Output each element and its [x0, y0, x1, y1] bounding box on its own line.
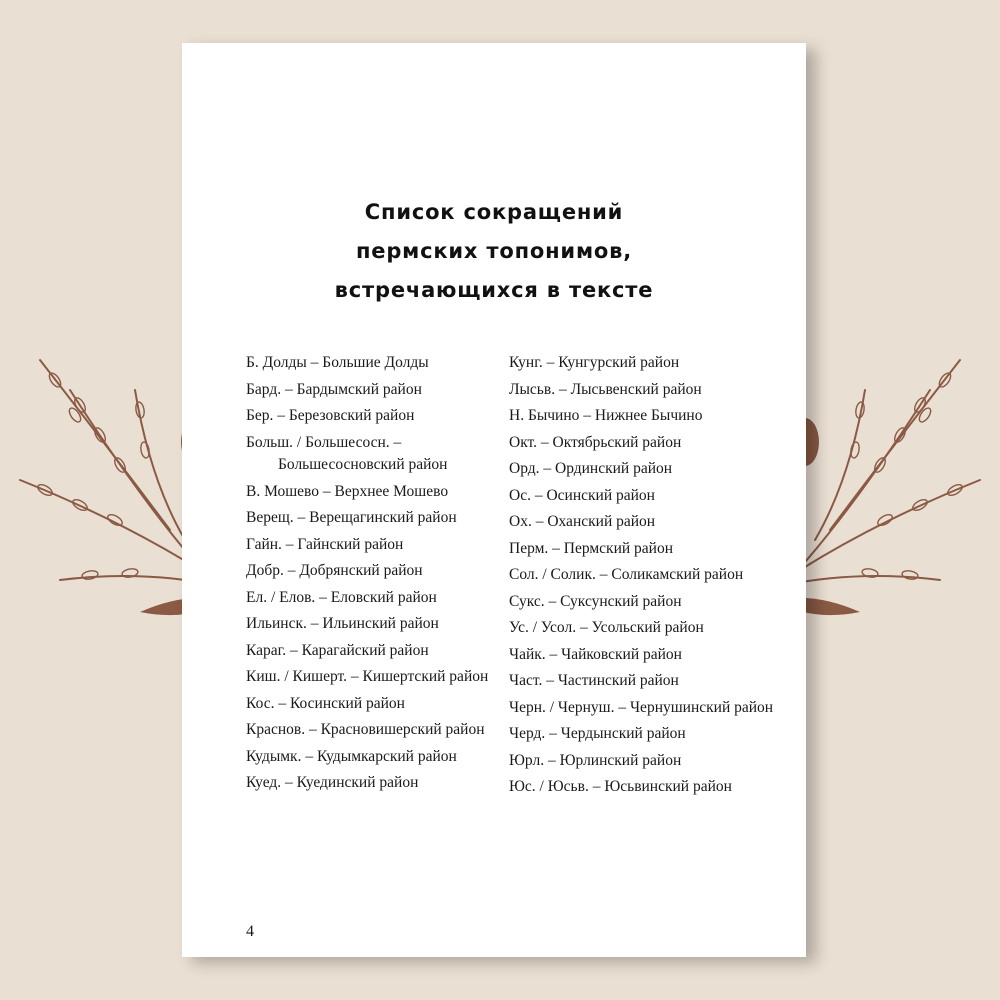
abbreviation-entry: В. Мошево – Верхнее Мошево	[246, 482, 449, 500]
abbreviation-entry: Перм. – Пермский район	[509, 539, 674, 557]
abbreviation-entry: Верещ. – Верещагинский район	[246, 509, 457, 526]
abbreviation-list-left	[246, 352, 508, 799]
abbreviation-entry: Сол. / Солик. – Соликамский район	[509, 566, 744, 583]
title-line: встречающихся в тексте	[334, 278, 654, 302]
abbreviation-entry: Кос. – Косинский район	[246, 694, 405, 712]
abbreviation-entry: Ус. / Усол. – Усольский район	[509, 619, 704, 636]
abbreviation-entry: Добр. – Добрянский район	[246, 562, 423, 579]
abbreviation-entry: Куед. – Куединский район	[246, 774, 419, 791]
abbreviation-entry: Юрл. – Юрлинский район	[509, 751, 682, 769]
abbreviation-entry: Окт. – Октябрьский район	[509, 433, 682, 451]
title-line: пермских топонимов,	[355, 239, 633, 263]
abbreviation-entry: Черд. – Чердынский район	[509, 725, 686, 742]
abbreviation-entry: Караг. – Карагайский район	[246, 641, 429, 659]
abbreviation-entry: Киш. / Кишерт. – Кишертский район	[246, 668, 489, 685]
title-line: Список сокращений	[364, 200, 624, 224]
abbreviation-entry: Ох. – Оханский район	[509, 513, 656, 530]
book-page	[182, 43, 806, 957]
abbreviation-entry: Чайк. – Чайковский район	[509, 645, 682, 663]
abbreviation-entry: Орд. – Ординский район	[509, 460, 673, 477]
abbreviation-entry: Юс. / Юсьв. – Юсьвинский район	[509, 778, 732, 795]
abbreviation-entry: Част. – Частинский район	[509, 672, 679, 689]
abbreviation-entry: Сукс. – Суксунский район	[509, 592, 682, 610]
abbreviation-entry: Черн. / Чернуш. – Чернушинский район	[509, 698, 774, 716]
abbreviation-entry: Бард. – Бардымский район	[246, 380, 422, 398]
page-title	[182, 193, 806, 310]
abbreviation-entry: Больш. / Большесосн. – Большесосновский район	[246, 433, 448, 473]
abbreviation-entry: Гайн. – Гайнский район	[246, 535, 404, 553]
abbreviation-entry: Кунг. – Кунгурский район	[509, 354, 680, 371]
page-number: 4	[246, 923, 254, 940]
abbreviation-entry: Ос. – Осинский район	[509, 486, 655, 504]
abbreviation-entry: Б. Долды – Большие Долды	[246, 354, 429, 371]
abbreviation-list-right	[509, 352, 794, 803]
abbreviation-entry: Н. Бычино – Нижнее Бычино	[509, 407, 703, 424]
abbreviation-entry: Ел. / Елов. – Еловский район	[246, 588, 437, 606]
abbreviation-entry: Ильинск. – Ильинский район	[246, 615, 439, 632]
abbreviation-entry: Бер. – Березовский район	[246, 407, 415, 424]
abbreviation-entry: Краснов. – Красновишерский район	[246, 721, 485, 738]
abbreviation-entry: Лысьв. – Лысьвенский район	[509, 380, 702, 398]
abbreviation-entry: Кудымк. – Кудымкарский район	[246, 747, 457, 765]
